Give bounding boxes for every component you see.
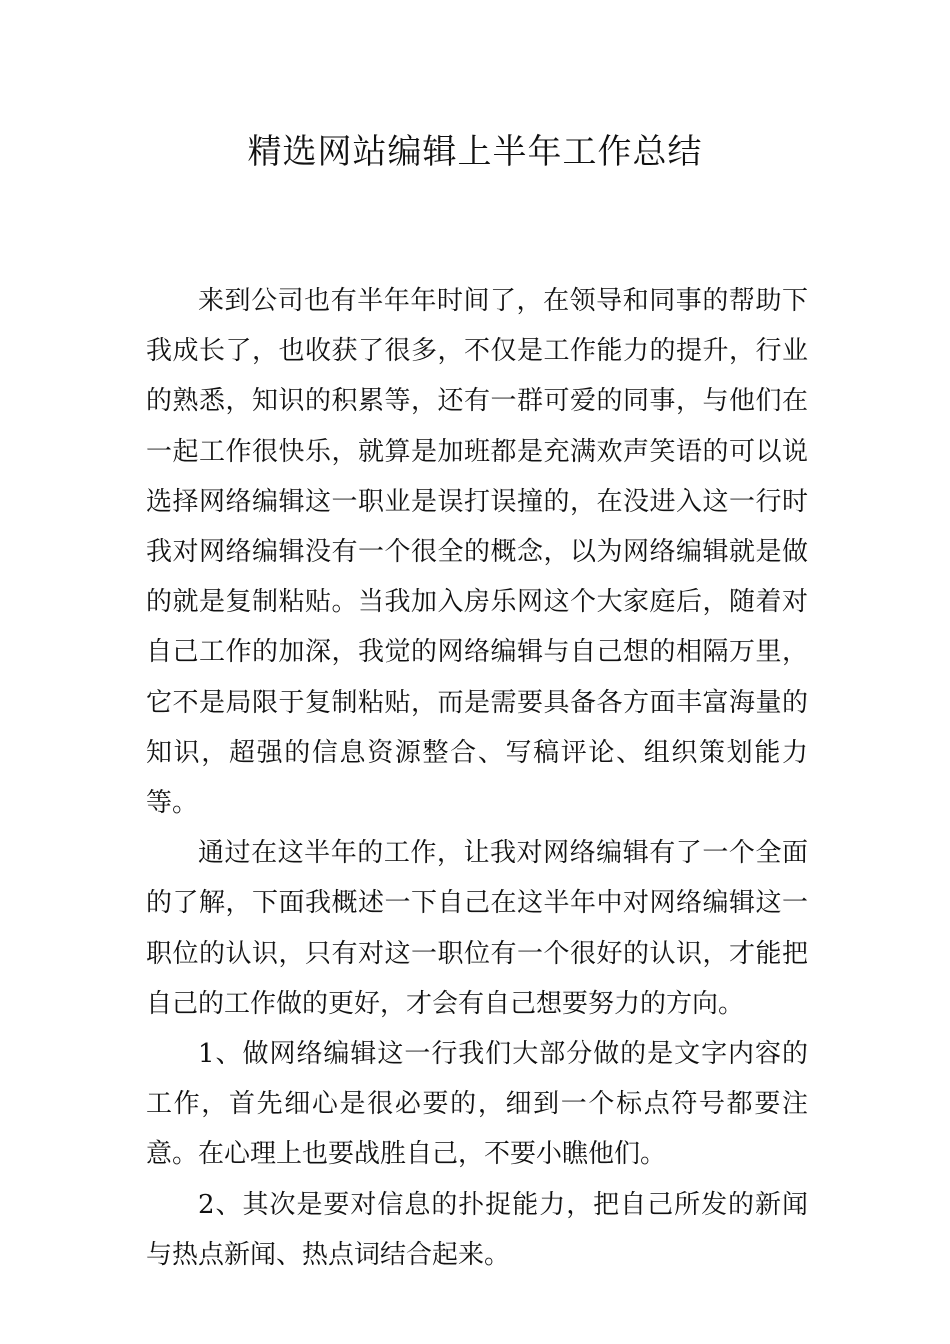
paragraph: 通过在这半年的工作，让我对网络编辑有了一个全面的了解，下面我概述一下自己在这半年中对网络编辑这一职位的认识，只有对这一职位有一个很好的认识，才能把自己的工作做的更好，才会有自己想要努力的方向。 [146, 838, 808, 1019]
paragraph: 2、其次是要对信息的扑捉能力，把自己所发的新闻与热点新闻、热点词结合起来。 [146, 1189, 808, 1270]
document-title: 精选网站编辑上半年工作总结 [247, 132, 703, 172]
paragraph: 来到公司也有半年年时间了，在领导和同事的帮助下我成长了，也收获了很多，不仅是工作能力的提升，行业的熟悉，知识的积累等，还有一群可爱的同事，与他们在一起工作很快乐，就算是加班都是充满欢声笑语的可以说选择网络编辑这一职业是误打误撞的，在没进入这一行时我对网络编辑没有一个很全的概念，以为网络编辑就是做的就是复制粘贴。当我加入房乐网这个大家庭后，随着对自己工作的加深，我觉的网络编辑与自己想的相隔万里，它不是局限于复制粘贴，而是需要具备各方面丰富海量的知识，超强的信息资源整合、写稿评论、组织策划能力等。 [146, 286, 808, 819]
paragraph: 1、做网络编辑这一行我们大部分做的是文字内容的工作，首先细心是很必要的，细到一个标点符号都要注意。在心理上也要战胜自己，不要小瞧他们。 [146, 1039, 808, 1170]
document-body [146, 276, 808, 1280]
